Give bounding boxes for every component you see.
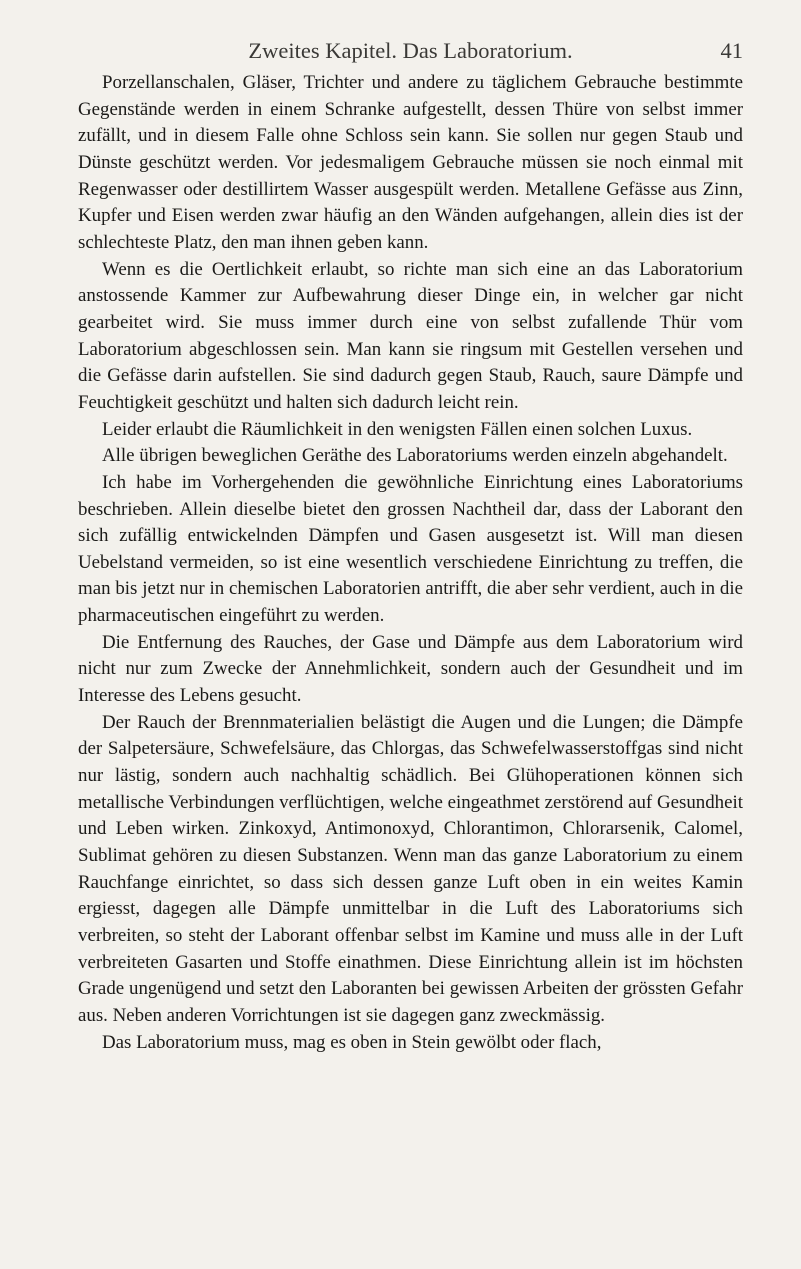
paragraph-vaulted-ceiling: Das Laboratorium muss, mag es oben in Stein gewölbt oder flach, <box>102 1031 602 1053</box>
body-text <box>78 70 743 1056</box>
chapter-title: Zweites Kapitel. Das Laboratorium. <box>248 38 573 63</box>
paragraph-storage-chamber: Wenn es die Oertlichkeit erlaubt, so richte man sich eine an das Laboratorium anstossende Kammer zur Aufbewahrung dieser Dinge ein, in welcher gar nicht gearbeitet wird. Sie muss immer durch eine von selbst zufallende Thür vom Laboratorium abgeschlossen sein. Man kann sie ringsum mit Gestellen versehen und die Gefässe darin aufstellen. Sie sind dadurch gegen Staub, Rauch, saure Dämpfe und Feuchtigkeit geschützt und halten sich dadurch leicht rein. <box>78 258 743 413</box>
paragraph-other-equipment: Alle übrigen beweglichen Geräthe des Laboratoriums werden einzeln abgehandelt. <box>102 445 728 467</box>
paragraph-space-limitation: Leider erlaubt die Räumlichkeit in den wenigsten Fällen einen solchen Luxus. <box>102 418 693 440</box>
paragraph-removal-of-fumes: Die Entfernung des Rauches, der Gase und Dämpfe aus dem Laboratorium wird nicht nur zum Zwecke der Annehmlichkeit, sondern auch der Gesundheit und im Interesse des Lebens gesucht. <box>78 631 743 707</box>
running-head <box>78 34 743 68</box>
paragraph-laboratory-design: Ich habe im Vorhergehenden die gewöhnliche Einrichtung eines Laboratoriums beschrieben. Allein dieselbe bietet den grossen Nachtheil dar, dass der Laborant den sich zufällig entwickelnden Dämpfen und Gasen ausgesetzt ist. Will man diesen Uebelstand vermeiden, so ist eine wesentlich verschiedene Einrichtung zu treffen, die man bis jetzt nur in chemischen Laboratorien antrifft, die aber sehr verdient, auch in die pharmaceutischen eingeführt zu werden. <box>78 471 743 627</box>
page-number: 41 <box>720 38 743 63</box>
paragraph-storage-cabinet: Porzellanschalen, Gläser, Trichter und andere zu täglichem Gebrauche bestimmte Gegenstände werden in einem Schranke aufgestellt, dessen Thüre von selbst immer zufällt, und in diesem Falle ohne Schloss sein kann. Sie sollen nur gegen Staub und Dünste geschützt werden. Vor jedesmaligem Gebrauche müssen sie noch einmal mit Regenwasser oder destillirtem Wasser ausgespült werden. Metallene Gefässe aus Zinn, Kupfer und Eisen werden zwar häufig an den Wänden aufgehangen, allein dies ist der schlechteste Platz, den man ihnen geben kann. <box>78 72 743 253</box>
paragraph-health-hazards: Der Rauch der Brennmaterialien belästigt die Augen und die Lungen; die Dämpfe der Salpetersäure, Schwefelsäure, das Chlorgas, das Schwefelwasserstoffgas sind nicht nur lästig, sondern auch nachhaltig schädlich. Bei Glühoperationen können sich metallische Verbindungen verflüchtigen, welche eingeathmet zerstörend auf Gesundheit und Leben wirken. Zinkoxyd, Antimonoxyd, Chlorantimon, Chlorarsenik, Calomel, Sublimat gehören zu diesen Substanzen. Wenn man das ganze Laboratorium zu einem Rauchfange einrichtet, so dass sich dessen ganze Luft oben in ein weites Kamin ergiesst, dagegen alle Dämpfe unmittelbar in die Luft des Laboratoriums sich verbreiten, so steht der Laborant offenbar selbst im Kamine und muss alle in der Luft verbreiteten Gasarten und Stoffe einathmen. Diese Einrichtung allein ist im höchsten Grade ungenügend und setzt den Laboranten bei gewissen Arbeiten der grössten Gefahr aus. Neben anderen Vorrichtungen ist sie dagegen ganz zweckmässig. <box>78 711 743 1026</box>
